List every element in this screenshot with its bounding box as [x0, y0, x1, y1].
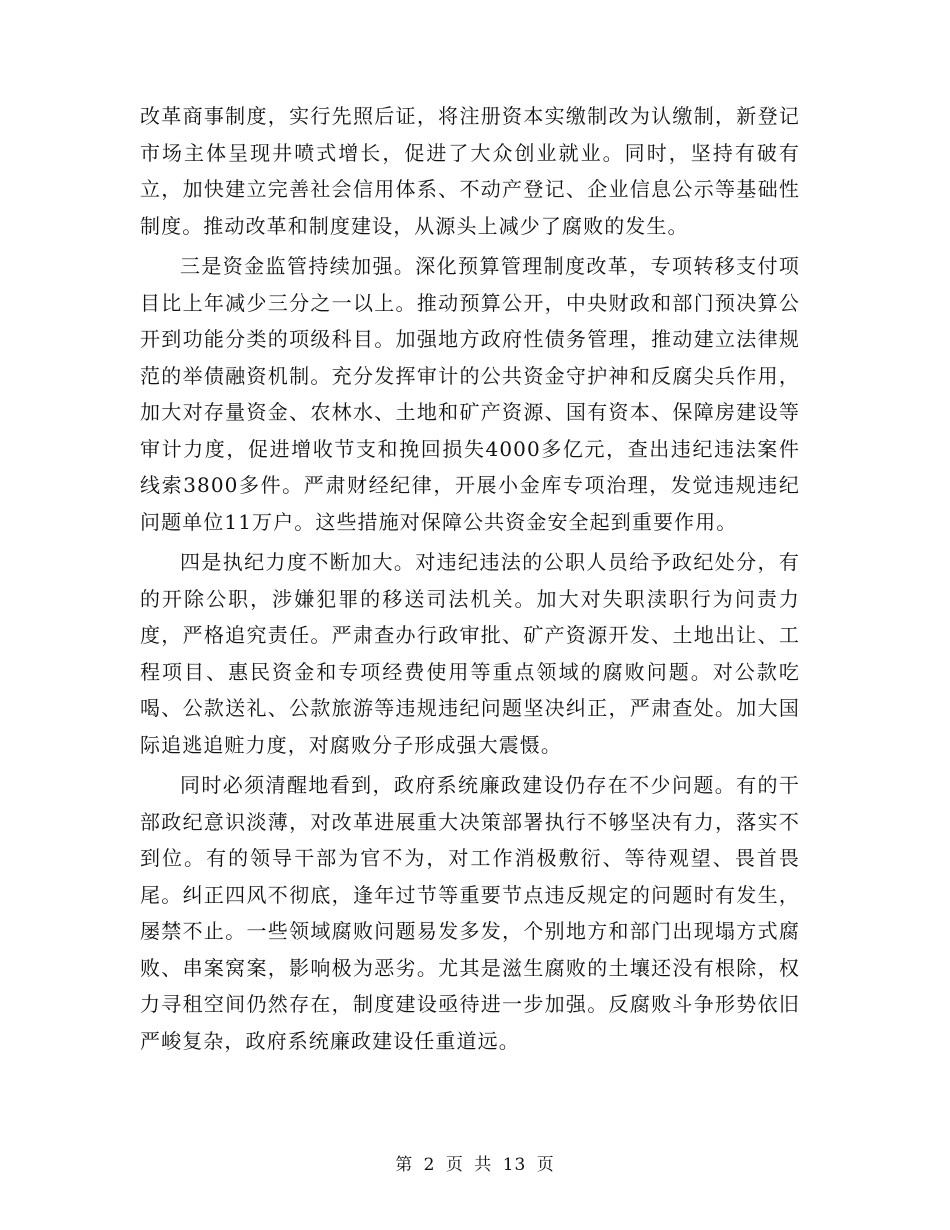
paragraph-1: 改革商事制度，实行先照后证，将注册资本实缴制改为认缴制，新登记市场主体呈现井喷式增长，促进了大众创业就业。同时，坚持有破有立，加快建立完善社会信用体系、不动产登记、企业信息公示等基础性制度。推动改革和制度建设，从源头上减少了腐败的发生。 — [140, 104, 800, 238]
document-body — [140, 98, 800, 1059]
page-number-footer: 第 2 页 共 13 页 — [395, 1155, 555, 1175]
paragraph-2: 三是资金监管持续加强。深化预算管理制度改革，专项转移支付项目比上年减少三分之一以上。推动预算公开，中央财政和部门预决算公开到功能分类的项级科目。加强地方政府性债务管理，推动建立法律规范的举债融资机制。充分发挥审计的公共资金守护神和反腐尖兵作用，加大对存量资金、农林水、土地和矿产资源、国有资本、保障房建设等审计力度，促进增收节支和挽回损失4000多亿元，查出违纪违法案件线索3800多件。严肃财经纪律，开展小金库专项治理，发觉违规违纪问题单位11万户。这些措施对保障公共资金安全起到重要作用。 — [140, 254, 800, 534]
paragraph-4: 同时必须清醒地看到，政府系统廉政建设仍存在不少问题。有的干部政纪意识淡薄，对改革进展重大决策部署执行不够坚决有力，落实不到位。有的领导干部为官不为，对工作消极敷衍、等待观望、畏首畏尾。纠正四风不彻底，逢年过节等重要节点违反规定的问题时有发生，屡禁不止。一些领域腐败问题易发多发，个别地方和部门出现塌方式腐败、串案窝案，影响极为恶劣。尤其是滋生腐败的土壤还没有根除，权力寻租空间仍然存在，制度建设亟待进一步加强。反腐败斗争形势依旧严峻复杂，政府系统廉政建设任重道远。 — [140, 773, 800, 1053]
paragraph-3: 四是执纪力度不断加大。对违纪违法的公职人员给予政纪处分，有的开除公职，涉嫌犯罪的移送司法机关。加大对失职渎职行为问责力度，严格追究责任。严肃查办行政审批、矿产资源开发、土地出让、工程项目、惠民资金和专项经费使用等重点领域的腐败问题。对公款吃喝、公款送礼、公款旅游等违规违纪问题坚决纠正，严肃查处。加大国际追逃追赃力度，对腐败分子形成强大震慑。 — [140, 550, 800, 757]
